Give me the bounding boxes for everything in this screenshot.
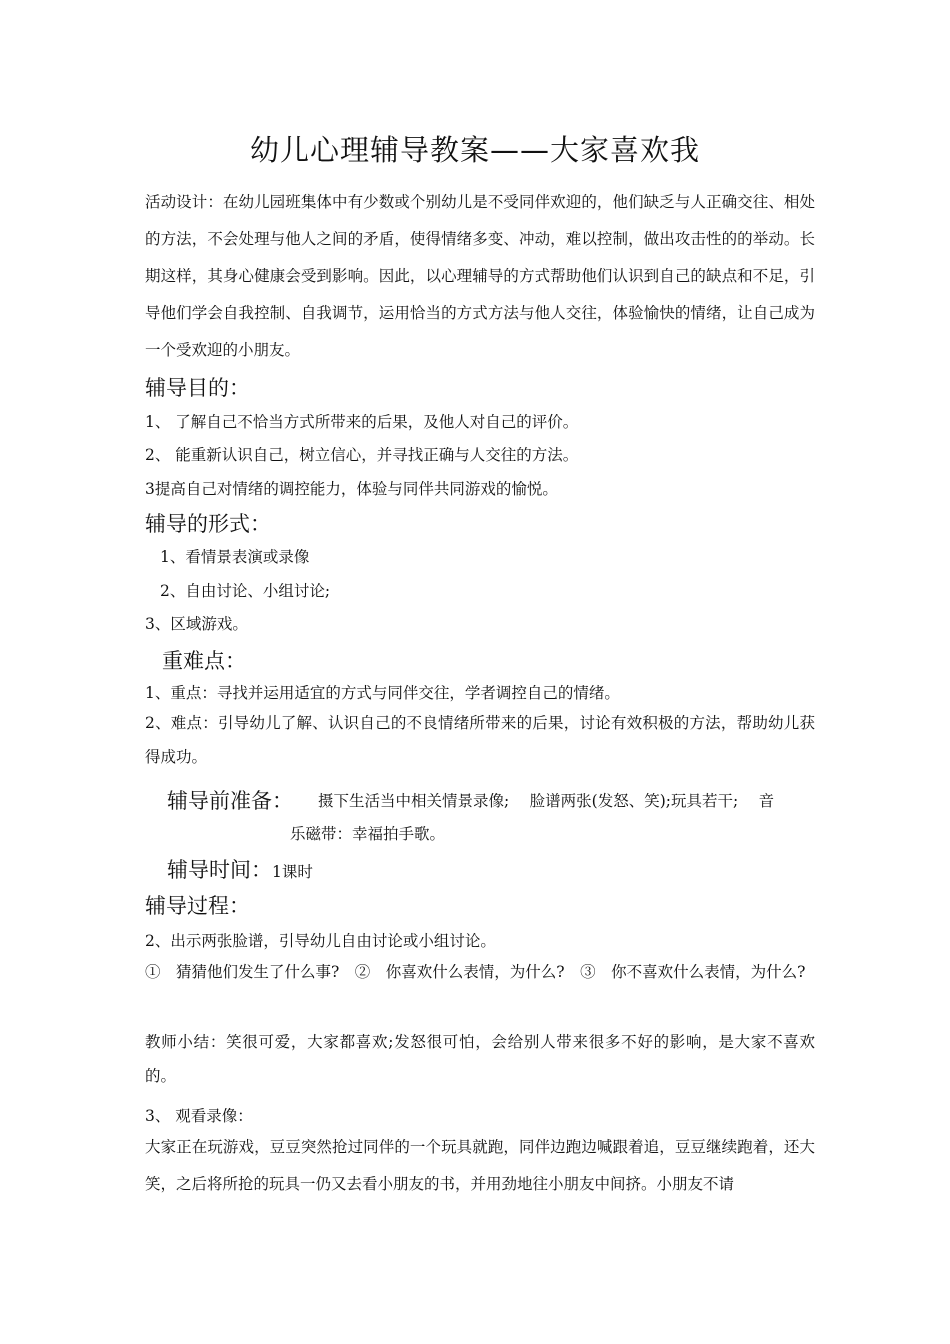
design-paragraph: 活动设计：在幼儿园班集体中有少数或个别幼儿是不受同伴欢迎的，他们缺乏与人正确交往、相处的方法，不会处理与他人之间的矛盾，使得情绪多变、冲动，难以控制，做出攻击性的的举动。长期这样，其身心健康会受到影响。因此，以心理辅导的方式帮助他们认识到自己的缺点和不足，引导他们学会自我控制、自我调节，运用恰当的方式方法与他人交往，体验愉快的情绪，让自己成为一个受欢迎的小朋友。 [145,193,815,359]
time-heading-label: 辅导时间： [167,858,272,882]
time-value: 1课时 [272,863,313,881]
prep-heading: 辅导前准备： [167,789,293,813]
page-title: 幼儿心理辅导教案——大家喜欢我 [249,133,700,167]
prep-line-1: 摄下生活当中相关情景录像; 脸谱两张(发怒、笑);玩具若干; 音 [318,792,775,810]
process-step-2: 2、出示两张脸谱，引导幼儿自由讨论或小组讨论。 [145,932,496,950]
form-item-1: 1、看情景表演或录像 [160,548,310,566]
goals-heading: 辅导目的： [145,376,250,400]
process-story: 大家正在玩游戏，豆豆突然抢过同伴的一个玩具就跑，同伴边跑边喊跟着追，豆豆继续跑着，还大笑，之后将所抢的玩具一仍又去看小朋友的书，并用劲地往小朋友中间挤。小朋友不请 [145,1138,815,1193]
goal-item-3: 3提高自己对情绪的调控能力，体验与同伴共同游戏的愉悦。 [145,480,558,498]
goal-item-2: 2、 能重新认识自己，树立信心，并寻找正确与人交往的方法。 [145,446,579,464]
forms-heading: 辅导的形式： [145,512,271,536]
process-step-3: 3、 观看录像： [145,1107,253,1125]
process-questions: ① 猜猜他们发生了什么事? ② 你喜欢什么表情，为什么? ③ 你不喜欢什么表情，为什么? [145,963,806,981]
process-summary: 教师小结：笑很可爱，大家都喜欢;发怒很可怕，会给别人带来很多不好的影响，是大家不喜欢的。 [145,1033,815,1085]
prep-line-2: 乐磁带：幸福拍手歌。 [290,825,446,843]
key-item-1: 1、重点：寻找并运用适宜的方式与同伴交往，学者调控自己的情绪。 [145,684,620,702]
process-heading: 辅导过程： [145,894,250,918]
form-item-3: 3、区域游戏。 [145,615,248,633]
key-item-2: 2、难点：引导幼儿了解、认识自己的不良情绪所带来的后果，讨论有效积极的方法，帮助幼儿获得成功。 [145,714,815,766]
time-heading [167,854,313,884]
goal-item-1: 1、 了解自己不恰当方式所带来的后果，及他人对自己的评价。 [145,413,579,431]
key-heading: 重难点： [162,649,246,673]
form-item-2: 2、自由讨论、小组讨论; [160,582,331,600]
